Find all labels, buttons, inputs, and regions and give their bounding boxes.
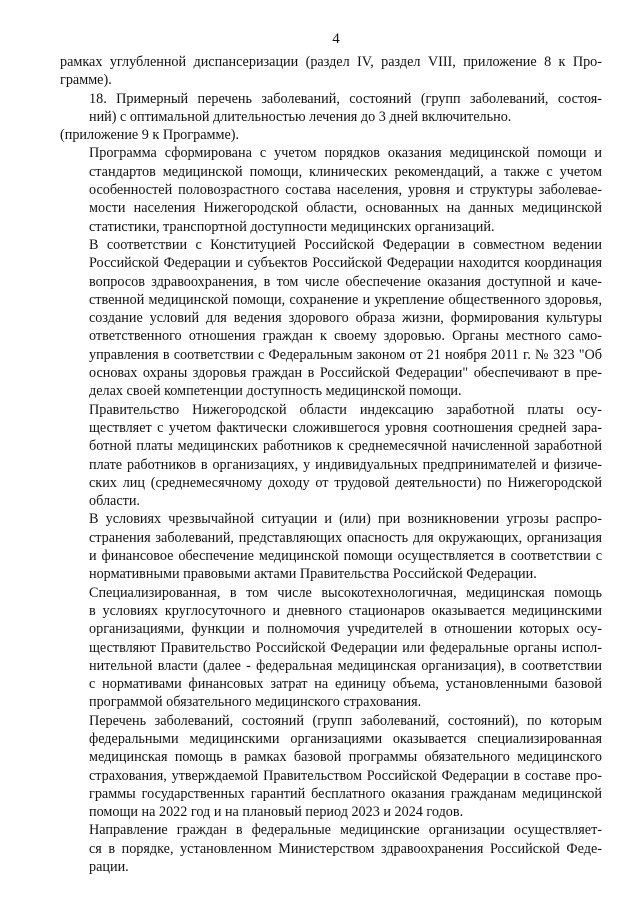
text-line: ний) с оптимальной длительностью лечения до 3 дней включительно. bbox=[89, 108, 512, 125]
text-line: ответственного отношения граждан к своему здоровью. Органы местного само- bbox=[89, 328, 602, 345]
text-line: ственной медицинской помощи, сохранение и укрепление общественного здоровья, bbox=[89, 291, 602, 308]
text-line: В условиях чрезвычайной ситуации и (или) при возникновении угрозы распро- bbox=[89, 511, 602, 528]
text-line: грамме). bbox=[60, 72, 112, 89]
paragraph bbox=[60, 53, 602, 90]
text-line: федеральными медицинскими организациями оказывается специализированная bbox=[89, 730, 602, 747]
text-line: (приложение 9 к Программе). bbox=[60, 127, 240, 144]
text-line: медицинская помощь в рамках базовой программы обязательного медицинского bbox=[89, 749, 602, 766]
text-line: ществляют Правительство Российской Федерации или федеральные органы испол- bbox=[89, 639, 602, 656]
text-line: странения заболеваний, представляющих опасность для окружающих, организация bbox=[89, 529, 602, 546]
page-number: 4 bbox=[332, 31, 340, 47]
text-line: Правительство Нижегородской области индексацию заработной платы осу- bbox=[89, 401, 602, 418]
text-line: ся в порядке, установленном Министерством здравоохранения Российской Феде- bbox=[89, 840, 602, 857]
text-line: ществляет с учетом фактически сложившегося уровня соотношения средней зара- bbox=[89, 419, 602, 436]
text-line: области. bbox=[89, 493, 140, 510]
paragraph bbox=[60, 584, 602, 712]
text-line: организациями, функции и полномочия учредителей в отношении которых осу- bbox=[89, 621, 602, 638]
text-line: ботной платы медицинских работников к среднемесячной начисленной заработной bbox=[89, 438, 602, 455]
text-line: мости населения Нижегородской области, основанных на данных медицинской bbox=[89, 200, 602, 217]
paragraph bbox=[60, 510, 602, 583]
text-line: граммы государственных гарантий бесплатного оказания гражданам медицинской bbox=[89, 785, 602, 802]
paragraph bbox=[60, 821, 602, 876]
text-line: и финансовое обеспечение медицинской помощи осуществляется в соответствии с bbox=[89, 548, 602, 565]
paragraph bbox=[60, 712, 602, 822]
text-line: плате работников в организациях, у индивидуальных предпринимателей и физиче- bbox=[89, 456, 602, 473]
text-line: управления в соответствии с Федеральным законом от 21 ноября 2011 г. № 323 "Об bbox=[89, 346, 602, 363]
text-line: делах своей компетенции доступность медицинской помощи. bbox=[89, 383, 462, 400]
text-line: В соответствии с Конституцией Российской Федерации в совместном ведении bbox=[89, 236, 602, 253]
text-line: Российской Федерации и субъектов Российской Федерации находится координация bbox=[89, 255, 602, 272]
text-line: ских лиц (среднемесячному доходу от трудовой деятельности) по Нижегородской bbox=[89, 474, 602, 491]
text-line: Перечень заболеваний, состояний (групп заболеваний, состояний), по которым bbox=[89, 712, 602, 729]
paragraph bbox=[60, 144, 602, 235]
paragraph bbox=[60, 90, 602, 127]
text-line: стандартов медицинской помощи, клинических рекомендаций, а также с учетом bbox=[89, 163, 602, 180]
paragraph bbox=[60, 401, 602, 511]
text-line: программой обязательного медицинского страхования. bbox=[89, 694, 422, 711]
paragraph bbox=[60, 236, 602, 401]
text-line: нормативными правовыми актами Правительства Российской Федерации. bbox=[89, 566, 537, 583]
text-line: Направление граждан в федеральные медицинские организации осуществляет- bbox=[89, 822, 602, 839]
text-line: в условиях круглосуточного и дневного стационаров оказывается медицинскими bbox=[89, 602, 602, 619]
text-line: особенностей половозрастного состава населения, уровня и структуры заболевае- bbox=[89, 182, 602, 199]
text-line: создание условий для ведения здорового образа жизни, формирования культуры bbox=[89, 310, 602, 327]
text-line: основах охраны здоровья граждан в Российской Федерации" обеспечивают в пре- bbox=[89, 365, 602, 382]
text-line: статистики, транспортной доступности медицинских организаций. bbox=[89, 218, 495, 235]
text-line: помощи на 2022 год и на плановый период 2023 и 2024 годов. bbox=[89, 804, 464, 821]
text-line: вопросов здравоохранения, в том числе обеспечение оказания доступной и каче- bbox=[89, 273, 602, 290]
text-line: рамках углубленной диспансеризации (раздел IV, раздел VIII, приложение 8 к Про- bbox=[60, 54, 602, 70]
text-line: страхования, утверждаемой Правительством Российской Федерации в составе про- bbox=[89, 767, 602, 784]
text-line: нительной власти (далее - федеральная медицинская организация), в соответствии bbox=[89, 657, 602, 674]
text-line: Программа сформирована с учетом порядков оказания медицинской помощи и bbox=[89, 145, 602, 162]
text-line: рации. bbox=[89, 859, 129, 876]
paragraph bbox=[60, 126, 602, 144]
document-body bbox=[60, 53, 602, 876]
text-line: с нормативами финансовых затрат на единицу объема, установленными базовой bbox=[89, 676, 602, 693]
text-line: Специализированная, в том числе высокотехнологичная, медицинская помощь bbox=[89, 584, 602, 601]
text-line: 18. Примерный перечень заболеваний, состояний (групп заболеваний, состоя- bbox=[89, 90, 602, 107]
